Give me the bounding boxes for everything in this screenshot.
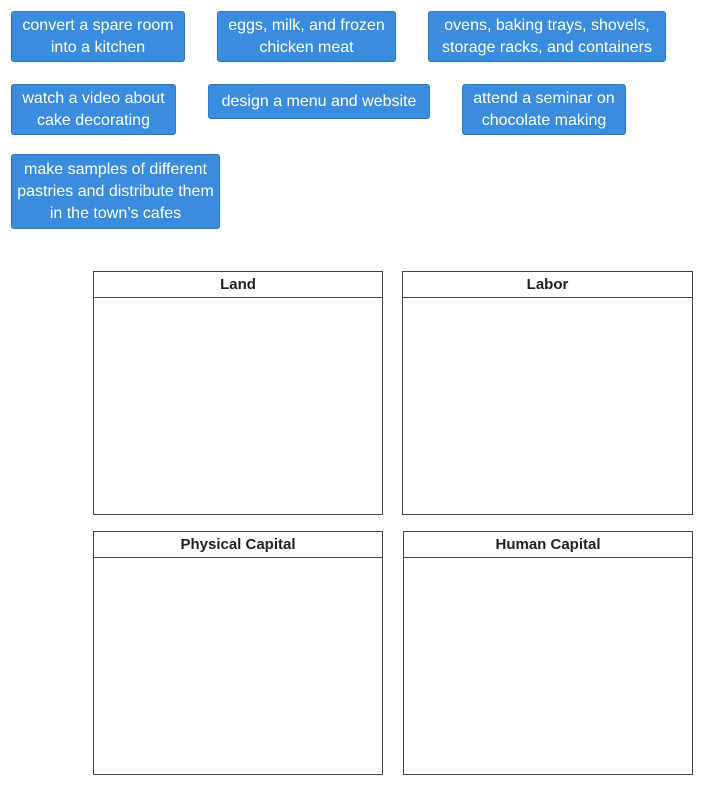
zone-drop-area[interactable] — [94, 298, 382, 514]
zone-drop-area[interactable] — [403, 298, 692, 514]
answer-tile[interactable]: design a menu and website — [208, 84, 430, 119]
answer-tile[interactable]: ovens, baking trays, shovels, storage racks, and containers — [428, 11, 666, 62]
drop-zone-land[interactable] — [93, 271, 383, 515]
zone-title: Land — [94, 272, 382, 298]
drop-zone-labor[interactable] — [402, 271, 693, 515]
zone-drop-area[interactable] — [94, 558, 382, 774]
answer-tile[interactable]: convert a spare room into a kitchen — [11, 11, 185, 62]
zone-drop-area[interactable] — [404, 558, 692, 774]
answer-tile[interactable]: attend a seminar on chocolate making — [462, 84, 626, 135]
zone-title: Physical Capital — [94, 532, 382, 558]
zone-title: Labor — [403, 272, 692, 298]
zone-title: Human Capital — [404, 532, 692, 558]
drop-zone-physical-capital[interactable] — [93, 531, 383, 775]
drop-zone-human-capital[interactable] — [403, 531, 693, 775]
answer-tile[interactable]: make samples of different pastries and distribute them in the town’s cafes — [11, 154, 220, 229]
answer-tile[interactable]: watch a video about cake decorating — [11, 84, 176, 135]
answer-tile[interactable]: eggs, milk, and frozen chicken meat — [217, 11, 396, 62]
